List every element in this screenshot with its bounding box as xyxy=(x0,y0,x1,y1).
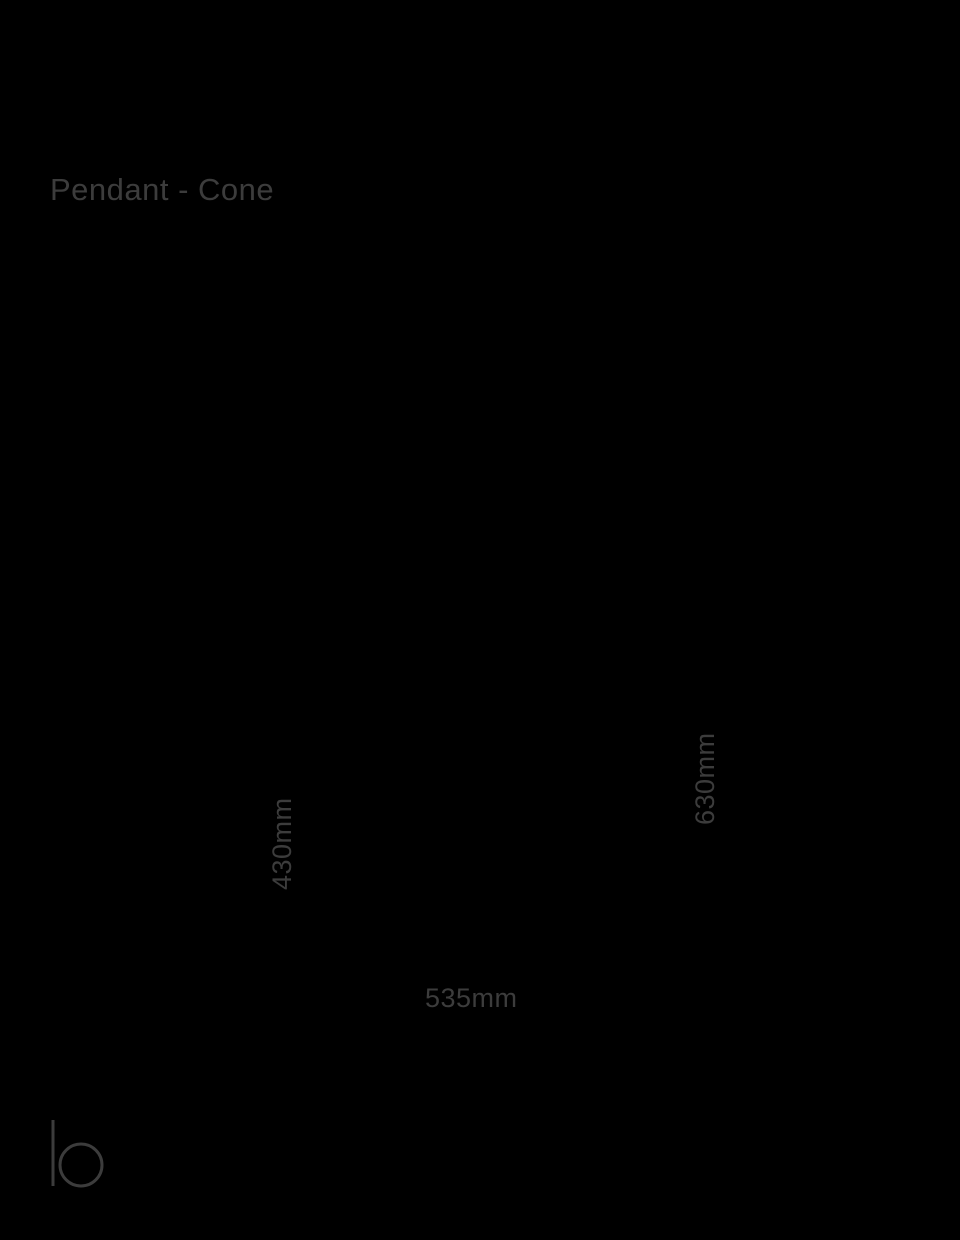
brand-logo xyxy=(50,1118,110,1188)
dimension-label-width: 535mm xyxy=(425,983,518,1013)
dimension-label-depth: 430mm xyxy=(267,797,297,890)
dimension-label-height: 630mm xyxy=(690,732,720,825)
page-title: Pendant - Cone xyxy=(50,172,275,207)
